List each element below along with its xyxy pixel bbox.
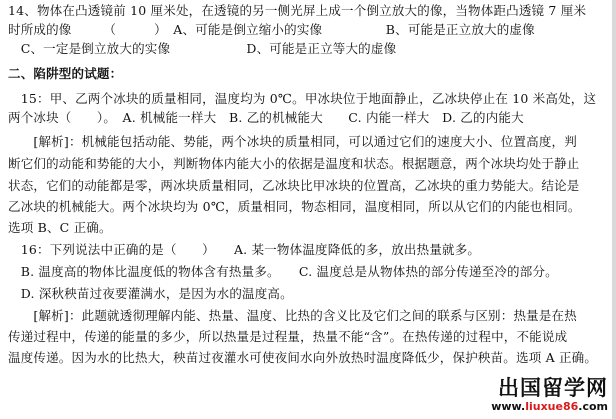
watermark-url-prefix: www.: [491, 400, 526, 413]
q15-analysis-line-3: 状态，它们的动能都是零，两冰块质量相同，乙冰块比甲冰块的位置高，乙冰块的重力势能大。结论是: [8, 178, 580, 193]
q16-line-1: 16：下列说法中正确的是（ ） A. 某一物体温度降低的多，放出热量就多。: [8, 242, 481, 257]
page-edge-shadow: [612, 0, 616, 419]
q16-analysis-line-2: 传递过程中，传递的能量的多少，所以热量是过程量，热量不能“含”。在热传递的过程中，不能说成: [8, 329, 568, 344]
q15-analysis-line-1: [解析]：机械能包括动能、势能，两个冰块的质量相同，可以通过它们的速度大小、位置高度，判: [8, 134, 577, 149]
watermark-title: 出国留学网: [498, 376, 608, 400]
q14-line-2: 时所成的像 （ ） A、可能是倒立缩小的实像 B、可能是正立放大的虚像: [8, 22, 535, 37]
watermark-url: [491, 400, 608, 413]
q16-line-2: B. 温度高的物体比温度低的物体含有热量多。 C. 温度总是从物体热的部分传递至冷的部分。: [8, 264, 558, 279]
q15-line-2: 两个冰块（ ）。 A. 机械能一样大 B. 乙的机械能大 C. 内能一样大 D. 乙的内能大: [8, 110, 524, 125]
q14-line-1: 14、物体在凸透镜前 10 厘米处，在透镜的另一侧光屏上成一个倒立放大的像，当物体距凸透镜 7 厘米: [8, 3, 587, 18]
q16-analysis-line-3: 温度传递。因为水的比热大，秧苗过夜灌水可使夜间水向外放热时温度降低少，保护秧苗。选项 A 正确。: [8, 350, 598, 365]
watermark-url-accent: liuxue86: [525, 400, 579, 413]
section-heading: 二、陷阱型的试题：: [8, 66, 123, 81]
q16-line-3: D. 深秋秧苗过夜要灌满水，是因为水的温度高。: [8, 286, 293, 301]
q15-line-1: 15：甲、乙两个冰块的质量相同，温度均为 0℃。甲冰块位于地面静止，乙冰块停止在 10 米高处，这: [8, 91, 597, 106]
q15-analysis-line-2: 断它们的动能和势能的大小，判断物体内能大小的依据是温度和状态。根据题意，两个冰块均处于静止: [8, 156, 580, 171]
site-watermark: [491, 376, 608, 413]
q15-analysis-line-5: 选项 B、C 正确。: [8, 220, 112, 235]
q16-analysis-line-1: [解析]：此题就透彻理解内能、热量、温度、比热的含义比及它们之间的联系与区别：热量是在热: [8, 308, 577, 323]
watermark-url-suffix: .com: [578, 400, 608, 413]
q15-analysis-line-4: 乙冰块的机械能大。两个冰块均为 0℃，质量相同，物态相同，温度相同，所以从它们的内能也相同。: [8, 199, 581, 214]
q14-line-3: C、一定是倒立放大的实像 D、可能是正立等大的虚像: [8, 41, 397, 56]
